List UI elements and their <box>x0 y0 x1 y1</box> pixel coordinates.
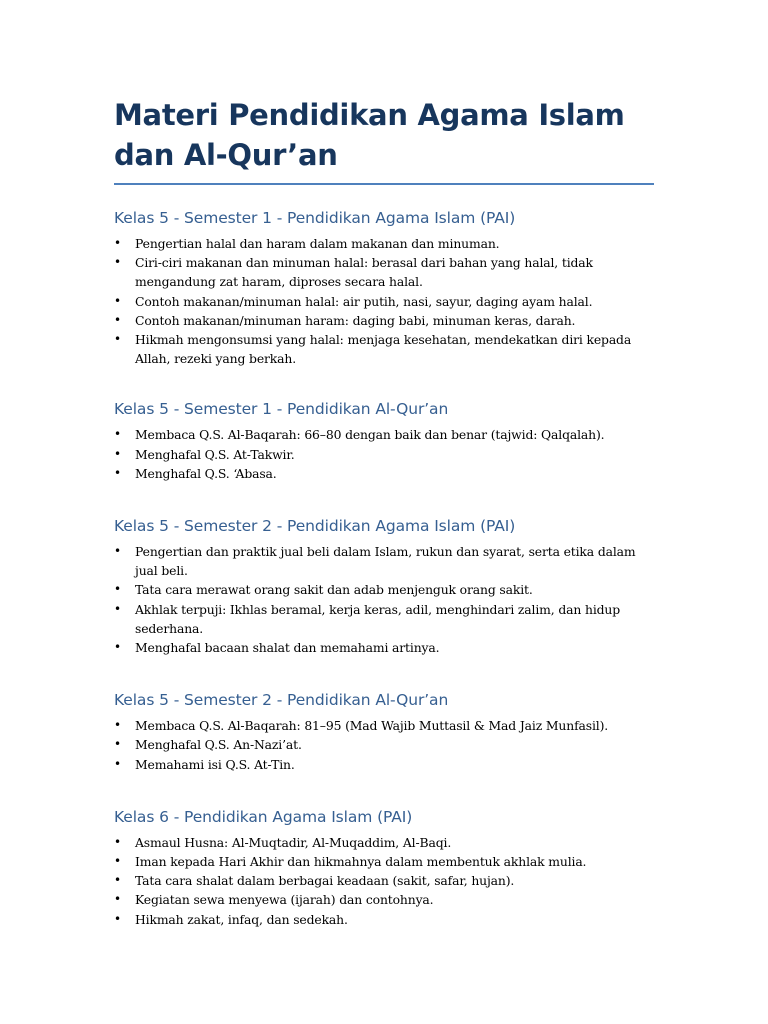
list-item <box>114 833 654 852</box>
bullet-icon: • <box>114 737 121 752</box>
list-item-text: Membaca Q.S. Al-Baqarah: 66–80 dengan baik dan benar (tajwid: Qalqalah). <box>135 427 605 443</box>
list-item-text: Contoh makanan/minuman haram: daging babi, minuman keras, darah. <box>135 312 576 328</box>
list-item-text: Tata cara merawat orang sakit dan adab menjenguk orang sakit. <box>135 582 533 598</box>
list-item-text: Pengertian halal dan haram dalam makanan dan minuman. <box>135 236 500 251</box>
list-item <box>114 910 654 929</box>
bullet-icon: • <box>114 911 121 926</box>
bullet-icon: • <box>114 236 121 250</box>
bullet-icon: • <box>114 446 121 461</box>
list-item <box>114 542 654 580</box>
list-item <box>114 735 654 754</box>
section-heading: Kelas 5 - Semester 1 - Pendidikan Agama Islam (PAI) <box>114 209 516 227</box>
section-kelas5-sem1-quran <box>114 398 654 483</box>
bullet-icon: • <box>114 601 121 616</box>
list-item <box>114 464 654 483</box>
bullet-icon: • <box>114 718 121 733</box>
list-item <box>114 253 654 291</box>
bullet-list <box>114 542 654 657</box>
list-item-text: Menghafal Q.S. At-Takwir. <box>135 446 295 462</box>
bullet-icon: • <box>114 332 121 347</box>
list-item <box>114 311 654 330</box>
list-item <box>114 852 654 871</box>
bullet-icon: • <box>114 312 121 327</box>
list-item <box>114 716 654 735</box>
list-item <box>114 292 654 311</box>
list-item <box>114 580 654 599</box>
list-item-text: Menghafal bacaan shalat dan memahami artinya. <box>135 640 440 656</box>
bullet-icon: • <box>114 873 121 888</box>
list-item-text: Akhlak terpuji: Ikhlas beramal, kerja keras, adil, menghindari zalim, dan hidup sederhana. <box>135 601 621 636</box>
list-item <box>114 638 654 657</box>
list-item-text: Pengertian dan praktik jual beli dalam Islam, rukun dan syarat, serta etika dalam jual beli. <box>135 544 636 579</box>
list-item-text: Ciri-ciri makanan dan minuman halal: berasal dari bahan yang halal, tidak mengandung zat haram, diproses secara halal. <box>135 255 593 290</box>
bullet-icon: • <box>114 293 121 308</box>
section-heading: Kelas 5 - Semester 1 - Pendidikan Al-Qur’an <box>114 400 449 419</box>
list-item-text: Menghafal Q.S. An-Nazi’at. <box>135 737 302 753</box>
section-heading: Kelas 5 - Semester 2 - Pendidikan Agama Islam (PAI) <box>114 517 516 536</box>
list-item-text: Asmaul Husna: Al-Muqtadir, Al-Muqaddim, Al-Baqi. <box>135 834 452 850</box>
list-item <box>114 755 654 774</box>
bullet-icon: • <box>114 756 121 771</box>
bullet-list <box>114 716 654 774</box>
list-item-text: Menghafal Q.S. ‘Abasa. <box>135 465 277 481</box>
bullet-icon: • <box>114 427 121 442</box>
bullet-icon: • <box>114 544 121 559</box>
list-item <box>114 330 654 368</box>
bullet-icon: • <box>114 854 121 869</box>
list-item-text: Kegiatan sewa menyewa (ijarah) dan contohnya. <box>135 892 434 908</box>
section-kelas5-sem1-pai <box>114 207 654 368</box>
bullet-icon: • <box>114 834 121 849</box>
bullet-icon: • <box>114 465 121 480</box>
bullet-icon: • <box>114 582 121 597</box>
section-kelas6-pai <box>114 806 654 929</box>
section-kelas5-sem2-pai <box>114 515 654 657</box>
bullet-icon: • <box>114 892 121 907</box>
bullet-icon: • <box>114 255 121 270</box>
section-kelas5-sem2-quran <box>114 689 654 774</box>
section-heading: Kelas 6 - Pendidikan Agama Islam (PAI) <box>114 807 413 826</box>
page-title: Materi Pendidikan Agama Islam dan Al-Qur’an <box>114 95 654 185</box>
list-item <box>114 234 654 253</box>
list-item <box>114 445 654 464</box>
list-item <box>114 871 654 890</box>
list-item-text: Hikmah zakat, infaq, dan sedekah. <box>135 911 348 927</box>
list-item-text: Hikmah mengonsumsi yang halal: menjaga kesehatan, mendekatkan diri kepada Allah, rezeki yang berkah. <box>135 332 632 367</box>
list-item-text: Tata cara shalat dalam berbagai keadaan (sakit, safar, hujan). <box>135 873 515 889</box>
list-item <box>114 425 654 444</box>
list-item <box>114 890 654 909</box>
list-item-text: Iman kepada Hari Akhir dan hikmahnya dalam membentuk akhlak mulia. <box>135 854 587 870</box>
document-page <box>114 95 654 929</box>
list-item-text: Contoh makanan/minuman halal: air putih, nasi, sayur, daging ayam halal. <box>135 293 593 309</box>
bullet-list <box>114 425 654 483</box>
list-item <box>114 600 654 638</box>
bullet-list <box>114 234 654 368</box>
bullet-list <box>114 833 654 929</box>
list-item-text: Membaca Q.S. Al-Baqarah: 81–95 (Mad Wajib Muttasil & Mad Jaiz Munfasil). <box>135 718 609 734</box>
list-item-text: Memahami isi Q.S. At-Tin. <box>135 756 295 772</box>
section-heading: Kelas 5 - Semester 2 - Pendidikan Al-Qur’an <box>114 691 449 710</box>
bullet-icon: • <box>114 640 121 655</box>
